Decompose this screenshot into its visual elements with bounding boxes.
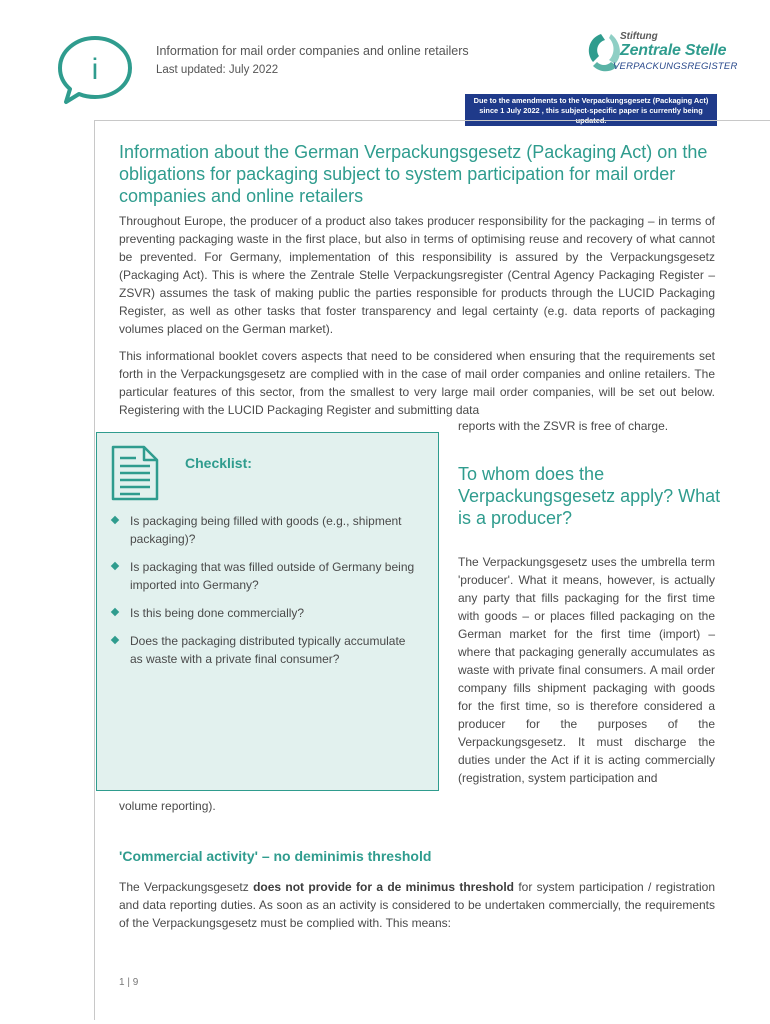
header-title: Information for mail order companies and online retailers [156, 44, 469, 58]
page-number: 1 | 9 [119, 977, 139, 988]
diamond-bullet-icon [111, 516, 119, 524]
commercial-text-after: for system participation / registration and data reporting duties. As soon as an activity is considered to be undertaken commercially, the requirements of the Verpackungsgesetz must be complied with. This means: [119, 880, 716, 930]
checklist-item [110, 632, 420, 668]
commercial-text-before: The Verpackungsgesetz [119, 880, 254, 894]
header-date: Last updated: July 2022 [156, 64, 279, 76]
page-title: Information about the German Verpackungsgesetz (Packaging Act) on the obligations for packaging subject to system participation for mail order companies and online retailers [119, 142, 708, 206]
checklist-item-text: Is packaging that was filled outside of Germany being imported into Germany? [130, 560, 415, 592]
diamond-bullet-icon [111, 562, 119, 570]
checklist-item-text: Is this being done commercially? [130, 606, 305, 620]
commercial-heading: 'Commercial activity' – no deminimis threshold [119, 848, 432, 864]
diamond-bullet-icon [111, 608, 119, 616]
checklist-items [110, 512, 420, 678]
producer-heading: To whom does the Verpackungsgesetz apply? What is a producer? [458, 464, 721, 528]
checklist-item [110, 558, 420, 594]
logo-line2: Zentrale Stelle [620, 42, 727, 59]
checklist-item-text: Is packaging being filled with goods (e.g., shipment packaging)? [130, 514, 402, 546]
checklist-item-text: Does the packaging distributed typically accumulate as waste with a private final consumer? [130, 634, 406, 666]
booklet-paragraph-end: reports with the ZSVR is free of charge. [458, 419, 669, 433]
checklist-item [110, 604, 420, 622]
commercial-paragraph [119, 878, 715, 932]
volume-reporting-text: volume reporting). [119, 799, 216, 813]
checklist-title: Checklist: [185, 455, 252, 471]
update-notice: Due to the amendments to the Verpackungsgesetz (Packaging Act) since 1 July 2022 , this subject-specific paper is currently being [465, 94, 717, 126]
producer-paragraph: The Verpackungsgesetz uses the umbrella term 'producer'. What it means, however, is actually any party that fills packaging for the first time with goods – or places filled packaging on the German market for the first time (import) – where that packaging generally accumulates as waste with private final consumers. A mail order company fills shipment packaging with goods for the first time, so is therefore considered a producer for the purposes of the Verpackungsgesetz. It must discharge the duties under the Act if it is acting commercially (registration, system participation and [458, 555, 715, 785]
booklet-paragraph: This informational booklet covers aspects that need to be considered when ensuring that the requirements set forth in the Verpackungsgesetz are complied with in the case of mail order companies and online retailers. The particular features of this sector, from the smallest to very large mail order companies, will be set out below. Registering with the LUCID Packaging Register and submitting data [119, 349, 715, 417]
frame-line-left [94, 120, 95, 1020]
frame-line-top [94, 120, 770, 121]
checklist-item [110, 512, 420, 548]
logo-line3: VERPACKUNGSREGISTER [613, 61, 738, 72]
commercial-text-bold: does not provide for a de minimus threshold [253, 880, 514, 894]
info-glyph: i [91, 53, 99, 86]
logo-line1: Stiftung [620, 31, 658, 42]
info-bubble-icon [56, 34, 134, 106]
diamond-bullet-icon [111, 636, 119, 644]
document-lines-icon [110, 444, 160, 502]
intro-paragraph: Throughout Europe, the producer of a product also takes producer responsibility for the packaging – in terms of preventing packaging waste in the first place, but also in terms of optimising reuse and recovery of what cannot be prevented. For Germany, implementation of this responsibility is assured by the Verpackungsgesetz (Packaging Act). This is where the Zentrale Stelle Verpackungsregister (Central Agency Packaging Register – ZSVR) assumes the task of making public the parties responsible for products through the LUCID Packaging Register, as well as other tasks that foster transparency and legal certainty (e.g. data reports of packaging volumes placed on the German market). [119, 214, 715, 336]
